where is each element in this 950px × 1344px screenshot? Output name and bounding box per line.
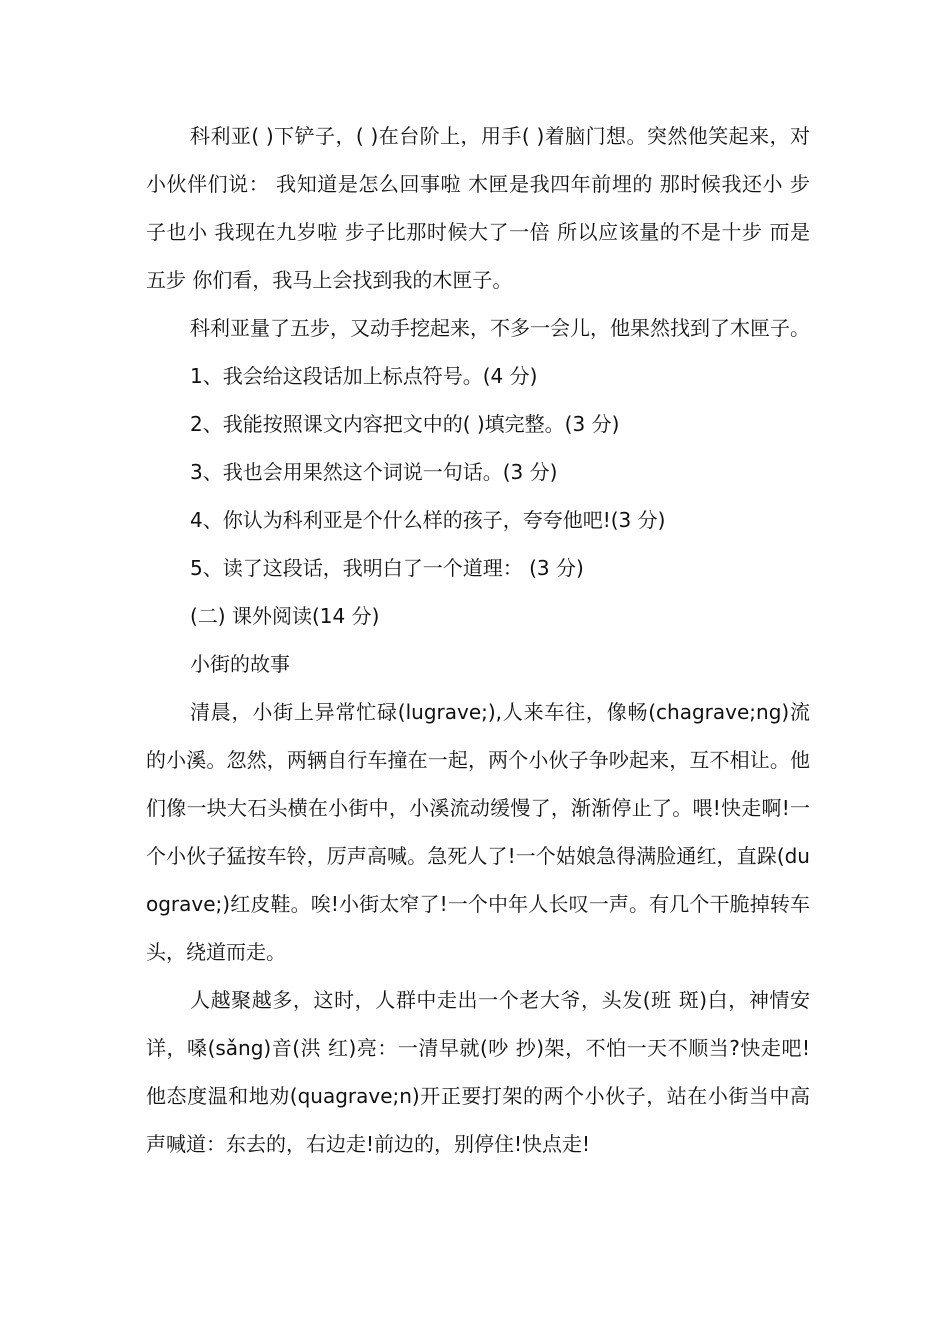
question-5: 5、读了这段话，我明白了一个道理： (3 分) (190, 556, 584, 580)
passage-paragraph-2: 科利亚量了五步，又动手挖起来，不多一会儿，他果然找到了木匣子。 (190, 316, 810, 340)
document-body (146, 112, 810, 1168)
story-paragraph-1: 清晨，小街上异常忙碌(lugrave;),人来车往，像畅(chagrave;ng)流的小溪。忽然，两辆自行车撞在一起，两个小伙子争吵起来，互不相让。他们像一块大石头横在小街中，小溪流动缓慢了，渐渐停止了。喂!快走啊!一个小伙子猛按车铃，厉声高喊。急死人了!一个姑娘急得满脸通红，直跺(duograve;)红皮鞋。唉!小街太窄了!一个中年人长叹一声。有几个干脆掉转车头，绕道而走。 (146, 700, 810, 964)
passage-paragraph-1: 科利亚( )下铲子，( )在台阶上，用手( )着脑门想。突然他笑起来，对小伙伴们说： 我知道是怎么回事啦 木匣是我四年前埋的 那时候我还小 步子也小 我现在九岁啦 步子比那时候大了一倍 所以应该量的不是十步 而是五步 你们看，我马上会找到我的木匣子。 (146, 124, 810, 292)
story-paragraph-2: 人越聚越多，这时，人群中走出一个老大爷，头发(班 斑)白，神情安详，嗓(sǎng)音(洪 红)亮：一清早就(吵 抄)架，不怕一天不顺当?快走吧!他态度温和地劝(quagrave;n)开正要打架的两个小伙子，站在小街当中高声喊道：东去的，右边走!前边的，别停住!快点走! (146, 988, 810, 1156)
question-2: 2、我能按照课文内容把文中的( )填完整。(3 分) (190, 412, 620, 436)
story-title: 小街的故事 (190, 652, 290, 676)
question-3: 3、我也会用果然这个词说一句话。(3 分) (190, 460, 558, 484)
question-1: 1、我会给这段话加上标点符号。(4 分) (190, 364, 538, 388)
section-heading: (二) 课外阅读(14 分) (190, 604, 380, 628)
question-4: 4、你认为科利亚是个什么样的孩子，夸夸他吧!(3 分) (190, 508, 666, 532)
